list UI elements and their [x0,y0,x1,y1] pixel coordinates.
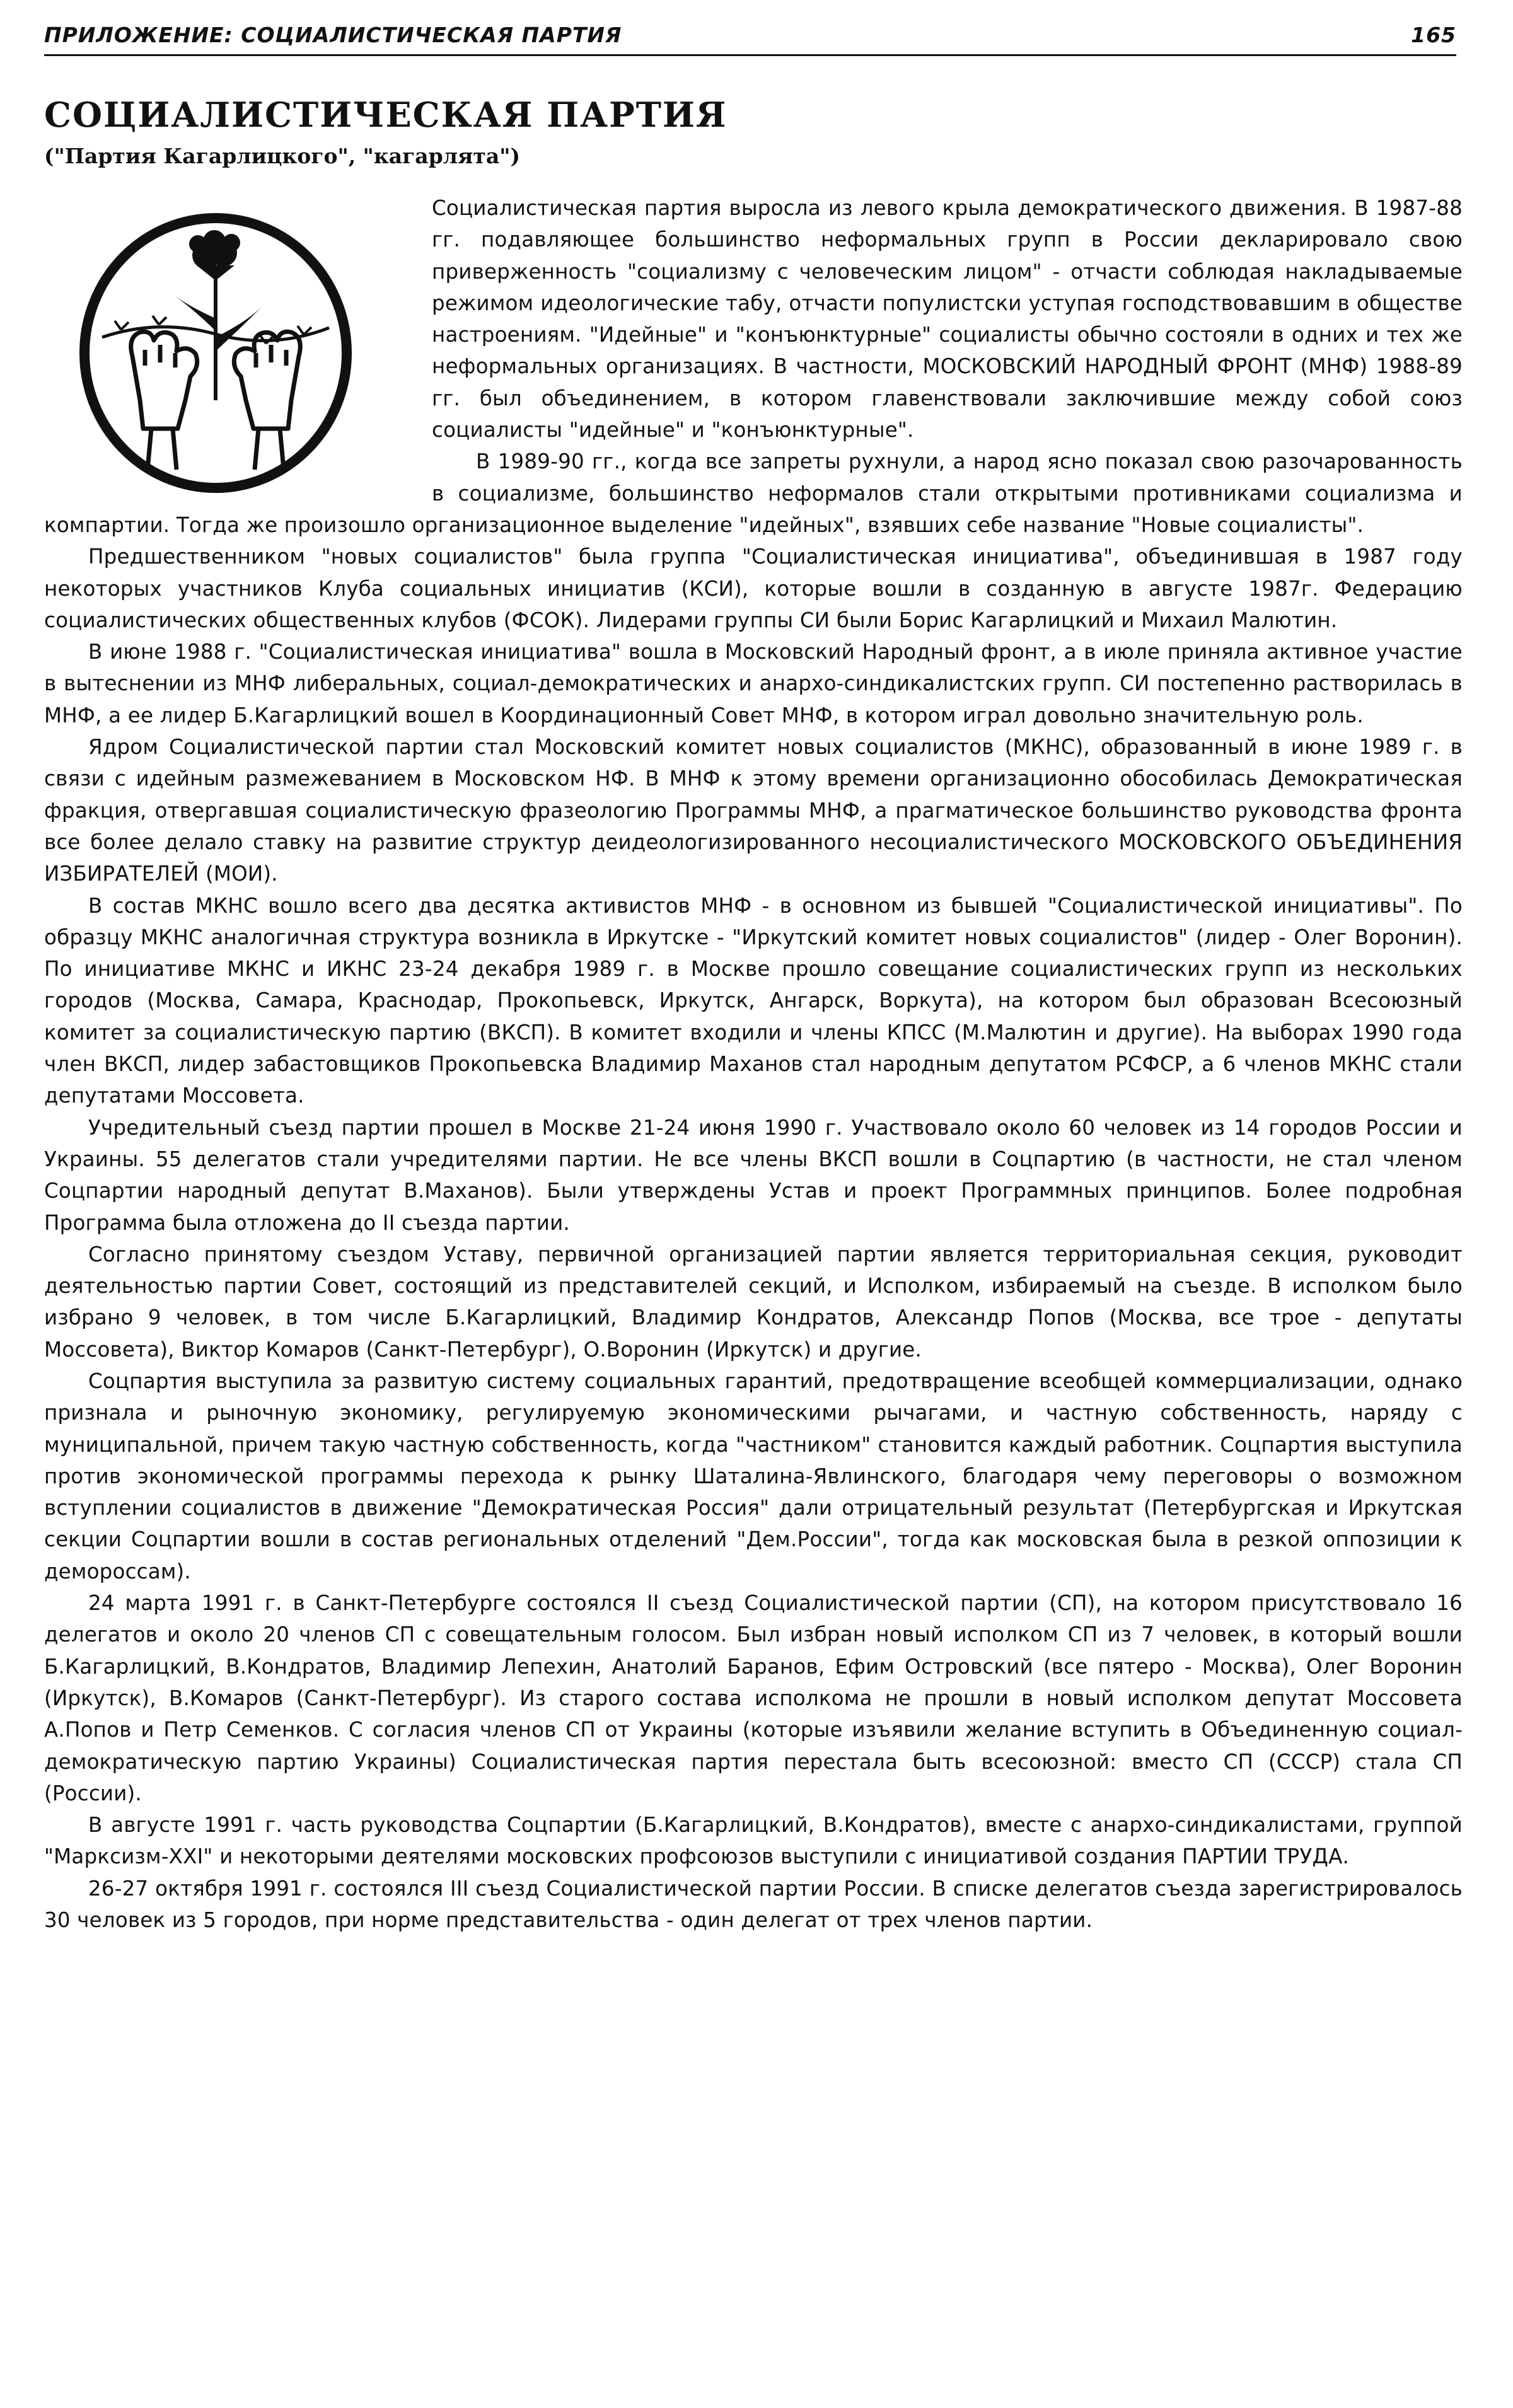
paragraph: Ядром Социалистической партии стал Московский комитет новых социалистов (МКНС), образованный в июне 1989 г. в связи с идейным размежеванием в Московском НФ. В МНФ к этому времени организационно обособилась Демократическая фракция, отвергавшая социалистическую фразеологию Программы МНФ, а прагматическое большинство руководства фронта все более делало ставку на развитие структур деидеологизированного несоциалистического МОСКОВСКОГО ОБЪЕДИНЕНИЯ ИЗБИРАТЕЛЕЙ (МОИ). [44,735,1463,886]
running-head [44,23,1456,47]
article-subtitle: ("Партия Кагарлицкого", "кагарлята") [44,144,521,168]
running-title: ПРИЛОЖЕНИЕ: СОЦИАЛИСТИЧЕСКАЯ ПАРТИЯ [44,23,622,47]
page-number: 165 [1411,23,1456,47]
paragraph: В августе 1991 г. часть руководства Соцпартии (Б.Кагарлицкий, В.Кондратов), вместе с анархо-синдикалистами, группой "Марксизм-XXI" и некоторыми деятелями московских профсоюзов выступили с инициативой создания ПАРТИИ ТРУДА. [44,1813,1463,1869]
article-body [44,192,1463,1936]
paragraph: В 1989-90 гг., когда все запреты рухнули, а народ ясно показал свою разочарованность в социализме, большинство неформалов стали открытыми противниками социализма и компартии. Тогда же произошло организационное выделение "идейных", взявших себе название "Новые социалисты". [44,449,1463,537]
paragraph: Учредительный съезд партии прошел в Москве 21-24 июня 1990 г. Участвовало около 60 человек из 14 городов России и Украины. 55 делегатов стали учредителями партии. Не все члены ВКСП вошли в Соцпартию (в частности, не стал членом Соцпартии народный депутат В.Маханов). Были утверждены Устав и проект Программных принципов. Более подробная Программа была отложена до II съезда партии. [44,1115,1463,1235]
paragraph: Предшественником "новых социалистов" была группа "Социалистическая инициатива", объединившая в 1987 году некоторых участников Клуба социальных инициатив (КСИ), которые вошли в созданную в августе 1987г. Федерацию социалистических общественных клубов (ФСОК). Лидерами группы СИ были Борис Кагарлицкий и Михаил Малютин. [44,545,1463,632]
paragraph: Соцпартия выступила за развитую систему социальных гарантий, предотвращение всеобщей коммерциализации, однако признала и рыночную экономику, регулируемую экономическими рычагами, и частную собственность, наряду с муниципальной, причем такую частную собственность, когда "частником" становится каждый работник. Соцпартия выступила против экономической программы перехода к рынку Шаталина-Явлинского, благодаря чему переговоры о возможном вступлении социалистов в движение "Демократическая Россия" дали отрицательный результат (Петербургская и Иркутская секции Соцпартии вошли в состав региональных отделений "Дем.России", тогда как московская была в резкой оппозиции к демороссам). [44,1369,1463,1583]
paragraph: 24 марта 1991 г. в Санкт-Петербурге состоялся II съезд Социалистической партии (СП), на котором присутствовало 16 делегатов и около 20 членов СП с совещательным голосом. Был избран новый исполком СП из 7 человек, в который вошли Б.Кагарлицкий, В.Кондратов, Владимир Лепехин, Анатолий Баранов, Ефим Островский (все пятеро - Москва), Олег Воронин (Иркутск), В.Комаров (Санкт-Петербург). Из старого состава исполкома не прошли в новый исполком депутат Моссовета А.Попов и Петр Семенков. С согласия членов СП от Украины (которые изъявили желание вступить в Объединенную социал-демократическую партию Украины) Социалистическая партия перестала быть всесоюзной: вместо СП (СССР) стала СП (России). [44,1591,1463,1805]
header-rule [44,54,1456,56]
article-title: СОЦИАЛИСТИЧЕСКАЯ ПАРТИЯ [44,95,728,135]
emblem-spacer [44,192,432,501]
paragraph: Социалистическая партия выросла из левого крыла демократического движения. В 1987-88 гг. подавляющее большинство неформальных групп в России декларировало свою приверженность "социализму с человеческим лицом" - отчасти соблюдая накладываемые режимом идеологические табу, отчасти популистски уступая господствовавшим в обществе настроениям. "Идейные" и "конъюнктурные" социалисты обычно состояли в одних и тех же неформальных организациях. В частности, МОСКОВСКИЙ НАРОДНЫЙ ФРОНТ (МНФ) 1988-89 гг. был объединением, в котором главенствовали заключившие между собой союз социалисты "идейные" и "конъюнктурные". [432,196,1463,443]
paragraph: 26-27 октября 1991 г. состоялся III съезд Социалистической партии России. В списке делегатов съезда зарегистрировалось 30 человек из 5 городов, при норме представительства - один делегат от трех членов партии. [44,1876,1463,1933]
paragraph: Согласно принятому съездом Уставу, первичной организацией партии является территориальная секция, руководит деятельностью партии Совет, состоящий из представителей секций, и Исполком, избираемый на съезде. В исполком было избрано 9 человек, в том числе Б.Кагарлицкий, Владимир Кондратов, Александр Попов (Москва, все трое - депутаты Моссовета), Виктор Комаров (Санкт-Петербург), О.Воронин (Иркутск) и другие. [44,1242,1463,1362]
paragraph: В июне 1988 г. "Социалистическая инициатива" вошла в Московский Народный фронт, а в июле приняла активное участие в вытеснении из МНФ либеральных, социал-демократических и анархо-синдикалистских групп. СИ постепенно растворилась в МНФ, а ее лидер Б.Кагарлицкий вошел в Координационный Совет МНФ, в котором играл довольно значительную роль. [44,640,1463,727]
paragraph: В состав МКНС вошло всего два десятка активистов МНФ - в основном из бывшей "Социалистической инициативы". По образцу МКНС аналогичная структура возникла в Иркутске - "Иркутский комитет новых социалистов" (лидер - Олег Воронин). По инициативе МКНС и ИКНС 23-24 декабря 1989 г. в Москве прошло совещание социалистических групп из нескольких городов (Москва, Самара, Краснодар, Прокопьевск, Иркутск, Ангарск, Воркута), на котором был образован Всесоюзный комитет за социалистическую партию (ВКСП). В комитет входили и члены КПСС (М.Малютин и другие). На выборах 1990 года член ВКСП, лидер забастовщиков Прокопьевска Владимир Маханов стал народным депутатом РСФСР, а 6 членов МКНС стали депутатами Моссовета. [44,893,1463,1108]
